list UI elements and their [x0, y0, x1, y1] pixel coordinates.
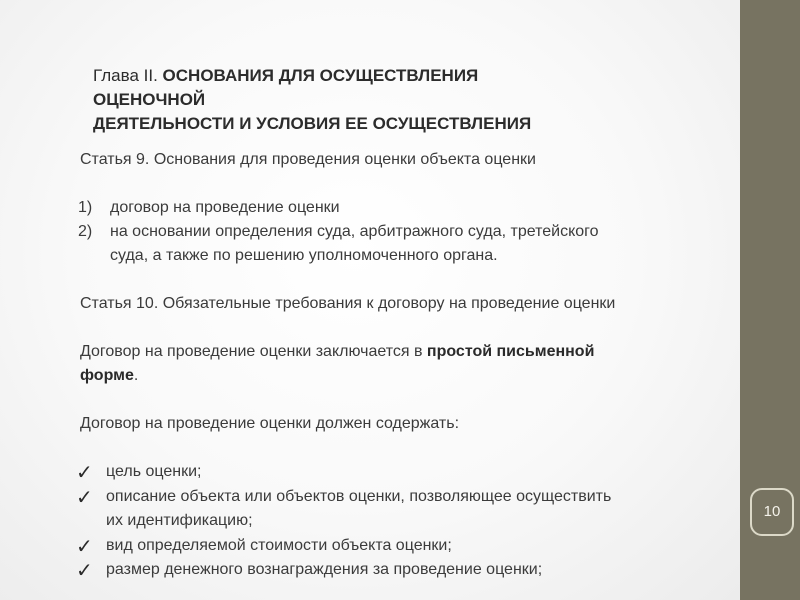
list-item-continuation: суда, а также по решению уполномоченного органа. [110, 247, 498, 264]
chapter-title-line1 [93, 64, 653, 88]
checkmark-icon: ✓ [76, 462, 93, 484]
chapter-title-line3: ДЕЯТЕЛЬНОСТИ И УСЛОВИЯ ЕЕ ОСУЩЕСТВЛЕНИЯ [93, 114, 532, 133]
paragraph-text: . [133, 367, 139, 384]
paragraph-text: Договор на проведение оценки заключается в [80, 343, 427, 360]
chapter-title-text: ОСНОВАНИЯ ДЛЯ ОСУЩЕСТВЛЕНИЯ [162, 66, 479, 85]
checkmark-icon: ✓ [76, 487, 93, 509]
paragraph-contract-form-cont [80, 367, 138, 385]
checklist-item: вид определяемой стоимости объекта оценки; [106, 537, 452, 554]
checklist-item: размер денежного вознаграждения за проведение оценки; [106, 561, 543, 578]
checklist-item: описание объекта или объектов оценки, позволяющее осуществить [106, 488, 612, 505]
list-item: на основании определения суда, арбитражного суда, третейского [110, 223, 599, 240]
paragraph-contract-content: Договор на проведение оценки должен содержать: [80, 415, 460, 432]
checkmark-icon: ✓ [76, 536, 93, 558]
article9-heading: Статья 9. Основания для проведения оценки объекта оценки [80, 151, 536, 168]
checklist-item-continuation: их идентификацию; [106, 512, 253, 529]
checkmark-icon: ✓ [76, 560, 93, 582]
paragraph-emphasis: простой письменной [426, 343, 595, 360]
chapter-prefix: Глава II. [93, 66, 163, 85]
article10-heading: Статья 10. Обязательные требования к договору на проведение оценки [80, 295, 616, 312]
paragraph-emphasis: форме [80, 367, 134, 384]
list-item-number: 2) [78, 223, 93, 240]
checklist-item: цель оценки; [106, 463, 202, 480]
page-number-badge: 10 [750, 488, 794, 536]
chapter-title [93, 64, 653, 136]
list-item: договор на проведение оценки [110, 199, 340, 216]
list-item-number: 1) [78, 199, 93, 216]
chapter-title-line2: ОЦЕНОЧНОЙ [93, 90, 206, 109]
paragraph-contract-form [80, 343, 594, 361]
